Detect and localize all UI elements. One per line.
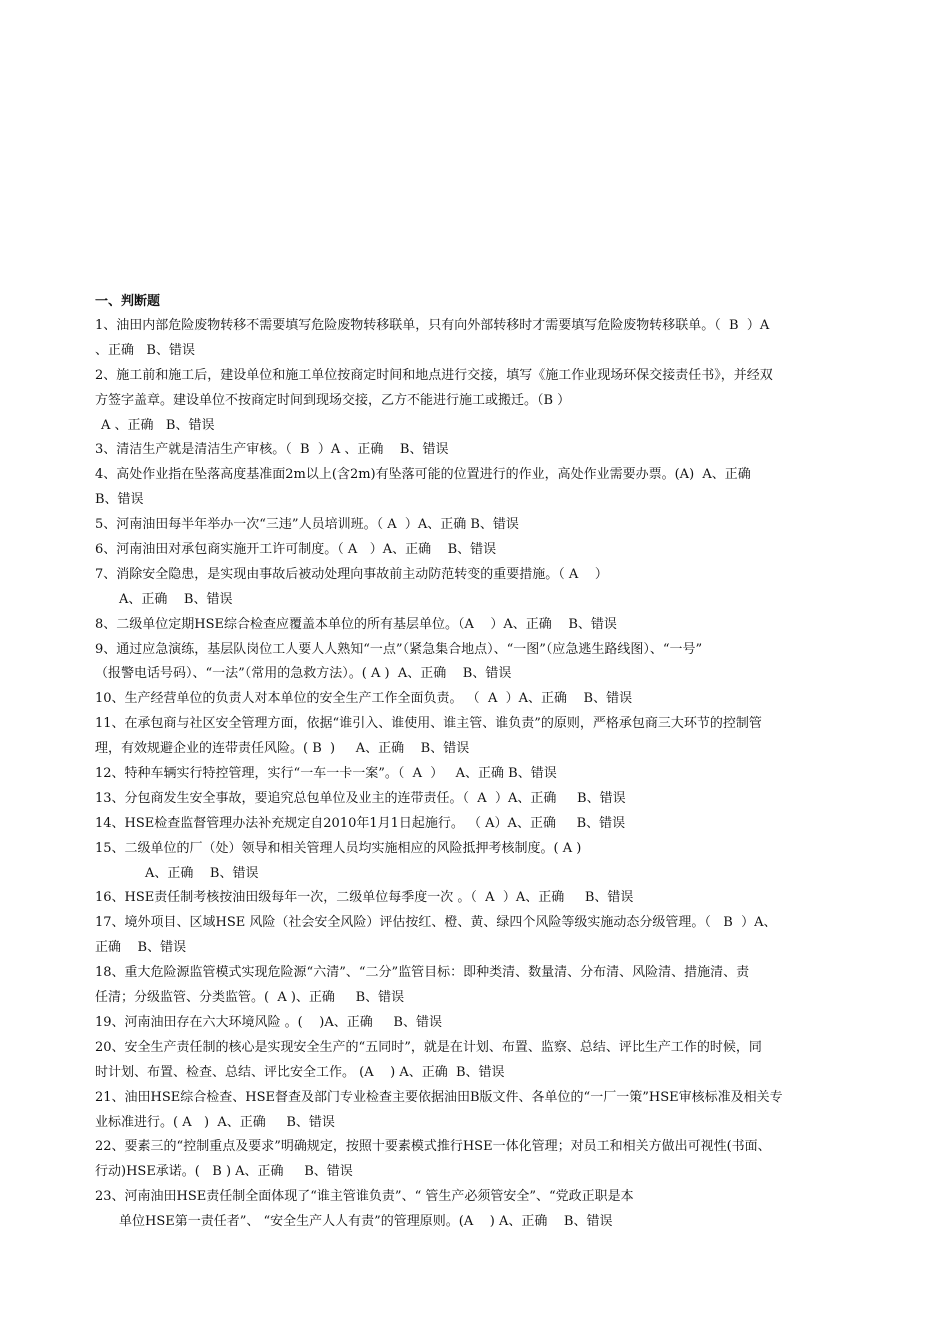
question-line: 10、生产经营单位的负责人对本单位的安全生产工作全面负责。 （ A ）A、正确 B、错误 [95, 691, 633, 707]
question-lines [95, 314, 857, 1235]
question-line: A、正确 B、错误 [145, 865, 259, 881]
question-line: 时计划、布置、检查、总结、评比安全工作。 (A ) A、正确 B、错误 [95, 1064, 505, 1080]
question-line: 业标准进行。( A ) A、正确 B、错误 [95, 1114, 335, 1130]
question-line: B、错误 [95, 492, 144, 508]
question-list [95, 289, 857, 1235]
question-line: 20、安全生产责任制的核心是实现安全生产的“五同时”，就是在计划、布置、监察、总结、评比生产工作的时候，同 [95, 1039, 762, 1055]
question-line: 正确 B、错误 [95, 940, 187, 956]
question-line: 5、河南油田每半年举办一次“三违”人员培训班。（ A ）A、正确 B、错误 [95, 517, 519, 533]
question-line: 方签字盖章。建设单位不按商定时间到现场交接，乙方不能进行施工或搬迁。（B ） [95, 392, 571, 408]
question-line: 8、二级单位定期HSE综合检查应覆盖本单位的所有基层单位。（A ）A、正确 B、错误 [95, 616, 617, 632]
question-line: 单位HSE第一责任者”、 “安全生产人人有责”的管理原则。(A ) A、正确 B、错误 [119, 1214, 613, 1230]
question-line: 12、特种车辆实行特控管理，实行“一车一卡一案”。（ A ） A、正确 B、错误 [95, 766, 557, 782]
question-line: 23、河南油田HSE责任制全面体现了“谁主管谁负责”、“ 管生产必须管安全”、“党政正职是本 [95, 1189, 634, 1205]
question-line: 3、清洁生产就是清洁生产审核。（ B ）A 、正确 B、错误 [95, 442, 449, 458]
question-line: 理，有效规避企业的连带责任风险。( B ) A、正确 B、错误 [95, 741, 470, 757]
question-line: 9、通过应急演练，基层队岗位工人要人人熟知“一点”（紧急集合地点）、“一图”（应急逃生路线图）、“一号” [95, 641, 703, 657]
question-line: A 、正确 B、错误 [101, 417, 215, 433]
question-line: 21、油田HSE综合检查、HSE督查及部门专业检查主要依据油田B版文件、各单位的“一厂一策”HSE审核标准及相关专 [95, 1089, 783, 1105]
question-line: 11、在承包商与社区安全管理方面，依据“谁引入、谁使用、谁主管、谁负责”的原则，严格承包商三大环节的控制管 [95, 716, 762, 732]
question-line: A、正确 B、错误 [119, 591, 233, 607]
question-line: 18、重大危险源监管模式实现危险源“六清”、“二分”监管目标：即种类清、数量清、分布清、风险清、措施清、责 [95, 965, 750, 981]
question-line: 13、分包商发生安全事故，要追究总包单位及业主的连带责任。（ A ）A、正确 B、错误 [95, 790, 626, 806]
question-line: 19、河南油田存在六大环境风险 。( )A、正确 B、错误 [95, 1014, 442, 1030]
question-line: 14、HSE检查监督管理办法补充规定自2010年1月1日起施行。 （ A）A、正确 B、错误 [95, 815, 626, 831]
question-line: 7、消除安全隐患，是实现由事故后被动处理向事故前主动防范转变的重要措施。（ A ） [95, 566, 608, 582]
question-line: 、正确 B、错误 [95, 342, 195, 358]
question-line: 4、高处作业指在坠落高度基准面2m以上(含2m)有坠落可能的位置进行的作业，高处作业需要办票。(A) A、正确 [95, 467, 751, 483]
question-line: （报警电话号码）、“一法”（常用的急救方法）。( A ) A、正确 B、错误 [95, 666, 512, 682]
question-line: 任清；分级监管、分类监管。( A )、正确 B、错误 [95, 990, 405, 1006]
section-heading: 一、判断题 [95, 294, 161, 309]
question-line: 15、二级单位的厂（处）领导和相关管理人员均实施相应的风险抵押考核制度。( A ) [95, 840, 582, 856]
question-line: 17、境外项目、区域HSE 风险（社会安全风险）评估按红、橙、黄、绿四个风险等级实施动态分级管理。（ B ）A、 [95, 915, 777, 931]
question-line: 行动)HSE承诺。( B ) A、正确 B、错误 [95, 1164, 353, 1180]
question-line: 22、要素三的“控制重点及要求”明确规定，按照十要素模式推行HSE一体化管理；对员工和相关方做出可视性(书面、 [95, 1139, 771, 1155]
question-line: 1、油田内部危险废物转移不需要填写危险废物转移联单，只有向外部转移时才需要填写危险废物转移联单。（ B ）A [95, 318, 770, 333]
question-line: 16、HSE责任制考核按油田级每年一次，二级单位每季度一次 。（ A ）A、正确 B、错误 [95, 890, 634, 906]
question-line: 2、施工前和施工后，建设单位和施工单位按商定时间和地点进行交接，填写《施工作业现场环保交接责任书》，并经双 [95, 367, 773, 383]
question-line: 6、河南油田对承包商实施开工许可制度。（ A ）A、正确 B、错误 [95, 542, 497, 558]
